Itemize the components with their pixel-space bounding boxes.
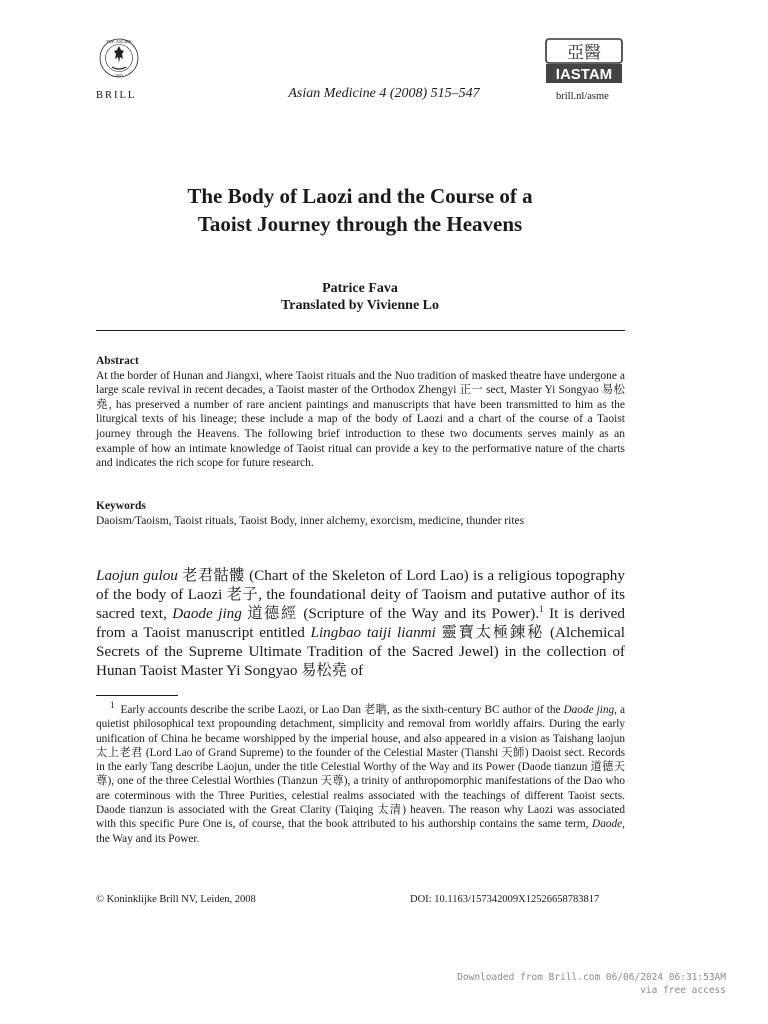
download-notice-line-1: Downloaded from Brill.com 06/06/2024 06:31:53AM xyxy=(457,972,726,983)
footnote-divider xyxy=(96,695,178,696)
footnote xyxy=(96,700,625,846)
keywords-section xyxy=(96,499,625,528)
download-notice-line-2: via free access xyxy=(640,984,726,996)
journal-url: brill.nl/asme xyxy=(556,91,609,102)
article-title-line-2: Taoist Journey through the Heavens xyxy=(197,212,523,236)
journal-citation: Asian Medicine 4 (2008) 515–547 xyxy=(288,86,480,101)
body-text-run: 道德經 (Scripture of the Way and its Power). xyxy=(241,605,540,622)
article-title-line-1: The Body of Laozi and the Course of a xyxy=(187,184,533,208)
footnote-number: 1 xyxy=(110,700,115,711)
iastam-logo-text: IASTAM xyxy=(555,66,613,83)
body-text-run: It is derived from a Taoist manuscript entitled xyxy=(96,605,625,641)
body-text-run: 老君骷髏 (Chart of the Skeleton of Lord Lao) is a religious topography of the body of Laozi 老子, the foundational deity of Taoism and putative author of its sacred text, xyxy=(96,567,625,622)
footnote-ref[interactable]: 1 xyxy=(539,603,544,614)
footnote-italic-term: Daode jing xyxy=(563,704,615,716)
publisher-name: BRILL xyxy=(96,90,137,101)
download-notice xyxy=(380,972,726,997)
footnote-text-run: , a quietist philosophical text propounding detachment, simplicity and removal from worldly affairs. During the early unification of China he became worshipped by the imperial house, and also appeared in a vision as Taishang laojun 太上老君 (Lord Lao of Grand Supreme) to the founder of the Celestial Master (Tianshi 天師) Daoist sect. Records in the early Tang describe Laojun, under the title Celestial Worthy of the Way and its Power (Daode tianzun 道德天尊), one of the three Celestial Worthies (Tianzun 天尊), a trinity of anthropomorphic manifestations of the Dao who are coterminous with the Three Purities, celestial realms associated with the teachings of different Taoist sects. Daode tianzun is associated with the Great Clarity (Taiqing 太清) heaven. The reason why Laozi was associated with this specific Pure One is, of course, that the book attributed to his authorship contains the same term, xyxy=(96,704,625,831)
footnote-text-run: Early accounts describe the scribe Laozi, or Lao Dan 老聃, as the sixth-century BC author of the xyxy=(120,704,564,716)
body-paragraph xyxy=(96,566,625,680)
article-title xyxy=(0,182,720,238)
author-block xyxy=(0,280,720,314)
title-divider xyxy=(96,330,625,331)
iastam-logo-cjk: 亞醫 xyxy=(567,43,601,63)
author-name: Patrice Fava xyxy=(322,281,398,296)
svg-text:1683: 1683 xyxy=(115,73,123,78)
footnote-text-run: , the Way and its Power. xyxy=(96,818,625,845)
keywords-text: Daoism/Taoism, Taoist rituals, Taoist Body, inner alchemy, exorcism, medicine, thunder rites xyxy=(96,514,525,527)
copyright-notice: © Koninklijke Brill NV, Leiden, 2008 xyxy=(96,894,256,905)
brill-emblem-icon xyxy=(97,32,141,88)
body-italic-term: Lingbao taiji lianmi xyxy=(310,624,436,641)
svg-text:TUE ASCIRE: TUE ASCIRE xyxy=(106,39,132,44)
body-text-run: 靈寶太極鍊秘 (Alchemical Secrets of the Supreme Ultimate Tradition of the Sacred Jewel) in the collection of Hunan Taoist Master Yi Songyao 易松堯 of xyxy=(96,624,626,679)
abstract-section xyxy=(96,354,625,471)
doi-link[interactable]: DOI: 10.1163/157342009X12526658783817 xyxy=(410,894,600,905)
abstract-heading: Abstract xyxy=(96,355,139,367)
footnote-italic-term: Daode xyxy=(592,818,623,831)
body-italic-term: Daode jing xyxy=(172,605,242,622)
keywords-heading: Keywords xyxy=(96,500,146,512)
iastam-logo-icon xyxy=(544,37,624,85)
body-italic-term: Laojun gulou xyxy=(96,567,178,584)
abstract-text: At the border of Hunan and Jiangxi, where Taoist rituals and the Nuo tradition of masked theatre have undergone a large scale revival in recent decades, a Taoist master of the Orthodox Zhengyi 正一 sect, Master Yi Songyao 易松堯, has preserved a number of rare ancient paintings and manuscripts that have been transmitted to him as the liturgical texts of his lineage; these include a map of the body of Laozi and a chart of the course of a Taoist journey through the Heavens. The following brief introduction to these two documents serves mainly as an example of how an intimate knowledge of Taoist ritual can provide a key to the performative nature of the charts and indicates the rich scope for future research. xyxy=(96,369,625,470)
translator-name: Translated by Vivienne Lo xyxy=(280,298,440,313)
